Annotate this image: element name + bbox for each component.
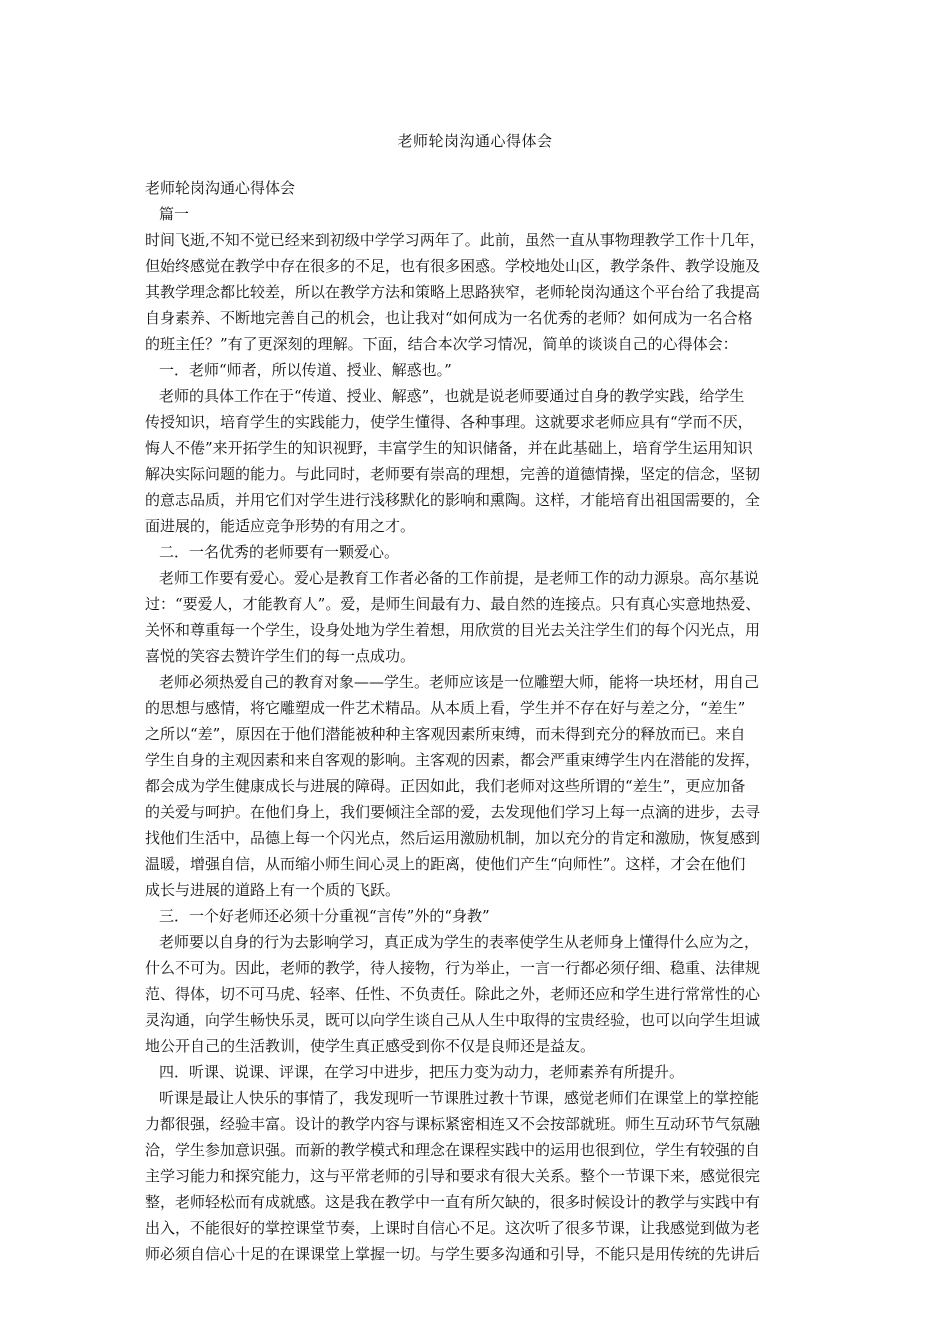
text-line: 悔人不倦”来开拓学生的知识视野，丰富学生的知识储备，并在此基础上，培育学生运用知识 xyxy=(145,439,753,457)
text-line: 地公开自己的生活教训，使学生真正感受到你不仅是良师还是益友。 xyxy=(145,1037,596,1055)
text-line: 成长与进展的道路上有一个质的飞跃。 xyxy=(145,881,401,899)
text-line: 主学习能力和探究能力，这与平常老师的引导和要求有很大关系。整个一节课下来，感觉很完 xyxy=(145,1167,761,1185)
text-line: 什么不可为。因此，老师的教学，待人接物，行为举止，一言一行都必须仔细、稳重、法律规 xyxy=(145,959,761,977)
text-line: 一．老师“师者，所以传道、授业、解惑也。” xyxy=(159,361,452,379)
text-line: 的关爱与呵护。在他们身上，我们要倾注全部的爱，去发现他们学习上每一点滴的进步，去寻 xyxy=(145,803,761,821)
text-line: 面进展的，能适应竞争形势的有用之才。 xyxy=(145,517,416,535)
text-line: 整，老师轻松而有成就感。这是我在教学中一直有所欠缺的，很多时候设计的教学与实践中有 xyxy=(145,1193,761,1211)
text-line: 听课是最让人快乐的事情了，我发现听一节课胜过教十节课，感觉老师们在课堂上的掌控能 xyxy=(159,1089,760,1107)
text-line: 的班主任？”有了更深刻的理解。下面，结合本次学习情况，简单的谈谈自己的心得体会： xyxy=(145,335,738,353)
text-line: 四．听课、说课、评课，在学习中进步，把压力变为动力，老师素养有所提升。 xyxy=(159,1063,685,1081)
text-line: 其教学理念都比较差，所以在教学方法和策略上思路狭窄，老师轮岗沟通这个平台给了我提高 xyxy=(145,283,761,301)
text-line: 力都很强，经验丰富。设计的教学内容与课标紧密相连又不会按部就班。师生互动环节气氛融 xyxy=(145,1115,761,1133)
text-line: 洽，学生参加意识强。而新的教学模式和理念在课程实践中的运用也很到位，学生有较强的自 xyxy=(145,1141,761,1159)
text-line: 喜悦的笑容去赞许学生们的每一点成功。 xyxy=(145,647,416,665)
text-line: 老师必须热爱自己的教育对象——学生。老师应该是一位雕塑大师，能将一块坯材，用自己 xyxy=(159,673,760,691)
text-line: 老师要以自身的行为去影响学习，真正成为学生的表率使学生从老师身上懂得什么应为之， xyxy=(159,933,760,951)
text-line: 的思想与感情，将它雕塑成一件艺术精品。从本质上看，学生并不存在好与差之分，“差生” xyxy=(145,699,746,717)
text-line: 过：“要爱人，才能教育人”。爱，是师生间最有力、最自然的连接点。只有真心实意地热爱、 xyxy=(145,595,761,613)
text-line: 但始终感觉在教学中存在很多的不足，也有很多困惑。学校地处山区，教学条件、教学设施及 xyxy=(145,257,761,275)
text-line: 都会成为学生健康成长与进展的障碍。正因如此，我们老师对这些所谓的“差生”，更应加备 xyxy=(145,777,746,795)
document-subtitle: 老师轮岗沟通心得体会 xyxy=(145,179,296,197)
text-line: 三．一个好老师还必须十分重视“言传”外的“身教” xyxy=(159,907,490,925)
text-line: 出入，不能很好的掌控课堂节奏，上课时自信心不足。这次听了很多节课，让我感觉到做为老 xyxy=(145,1219,761,1237)
document-body xyxy=(145,175,810,1267)
text-line: 师必须自信心十足的在课课堂上掌握一切。与学生要多沟通和引导，不能只是用传统的先讲后 xyxy=(145,1245,761,1263)
text-line: 关怀和尊重每一个学生，设身处地为学生着想，用欣赏的目光去关注学生们的每个闪光点，用 xyxy=(145,621,761,639)
text-line: 的意志品质，并用它们对学生进行浅移默化的影响和熏陶。这样，才能培育出祖国需要的，全 xyxy=(145,491,761,509)
text-line: 找他们生活中，品德上每一个闪光点，然后运用激励机制，加以充分的肯定和激励，恢复感到 xyxy=(145,829,761,847)
text-line: 温暖，增强自信，从而缩小师生间心灵上的距离，使他们产生“向师性”。这样，才会在他们 xyxy=(145,855,746,873)
text-line: 灵沟通，向学生畅快乐灵，既可以向学生谈自己从人生中取得的宝贵经验，也可以向学生坦诚 xyxy=(145,1011,761,1029)
document-title: 老师轮岗沟通心得体会 xyxy=(397,132,553,150)
text-line: 传授知识，培育学生的实践能力，使学生懂得、各种事理。这就要求老师应具有“学而不厌， xyxy=(145,413,753,431)
text-line: 老师的具体工作在于“传道、授业、解惑”，也就是说老师要通过自身的教学实践，给学生 xyxy=(159,387,745,405)
text-line: 之所以“差”，原因在于他们潜能被种种主客观因素所束缚，而未得到充分的释放而已。来自 xyxy=(145,725,746,743)
text-line: 时间飞逝,不知不觉已经来到初级中学学习两年了。此前，虽然一直从事物理教学工作十几年， xyxy=(145,231,765,249)
text-line: 自身素养、不断地完善自己的机会，也让我对“如何成为一名优秀的老师？如何成为一名合格 xyxy=(145,309,753,327)
text-line: 学生自身的主观因素和来自客观的影响。主客观的因素，都会严重束缚学生内在潜能的发挥， xyxy=(145,751,761,769)
text-line: 解决实际问题的能力。与此同时，老师要有崇高的理想，完善的道德情操，坚定的信念，坚韧 xyxy=(145,465,761,483)
text-line: 范、得体，切不可马虎、轻率、任性、不负责任。除此之外，老师还应和学生进行常常性的心 xyxy=(145,985,761,1003)
text-line: 二．一名优秀的老师要有一颗爱心。 xyxy=(159,543,400,561)
text-line: 篇一 xyxy=(159,205,190,223)
text-line: 老师工作要有爱心。爱心是教育工作者必备的工作前提，是老师工作的动力源泉。高尔基说 xyxy=(159,569,760,587)
